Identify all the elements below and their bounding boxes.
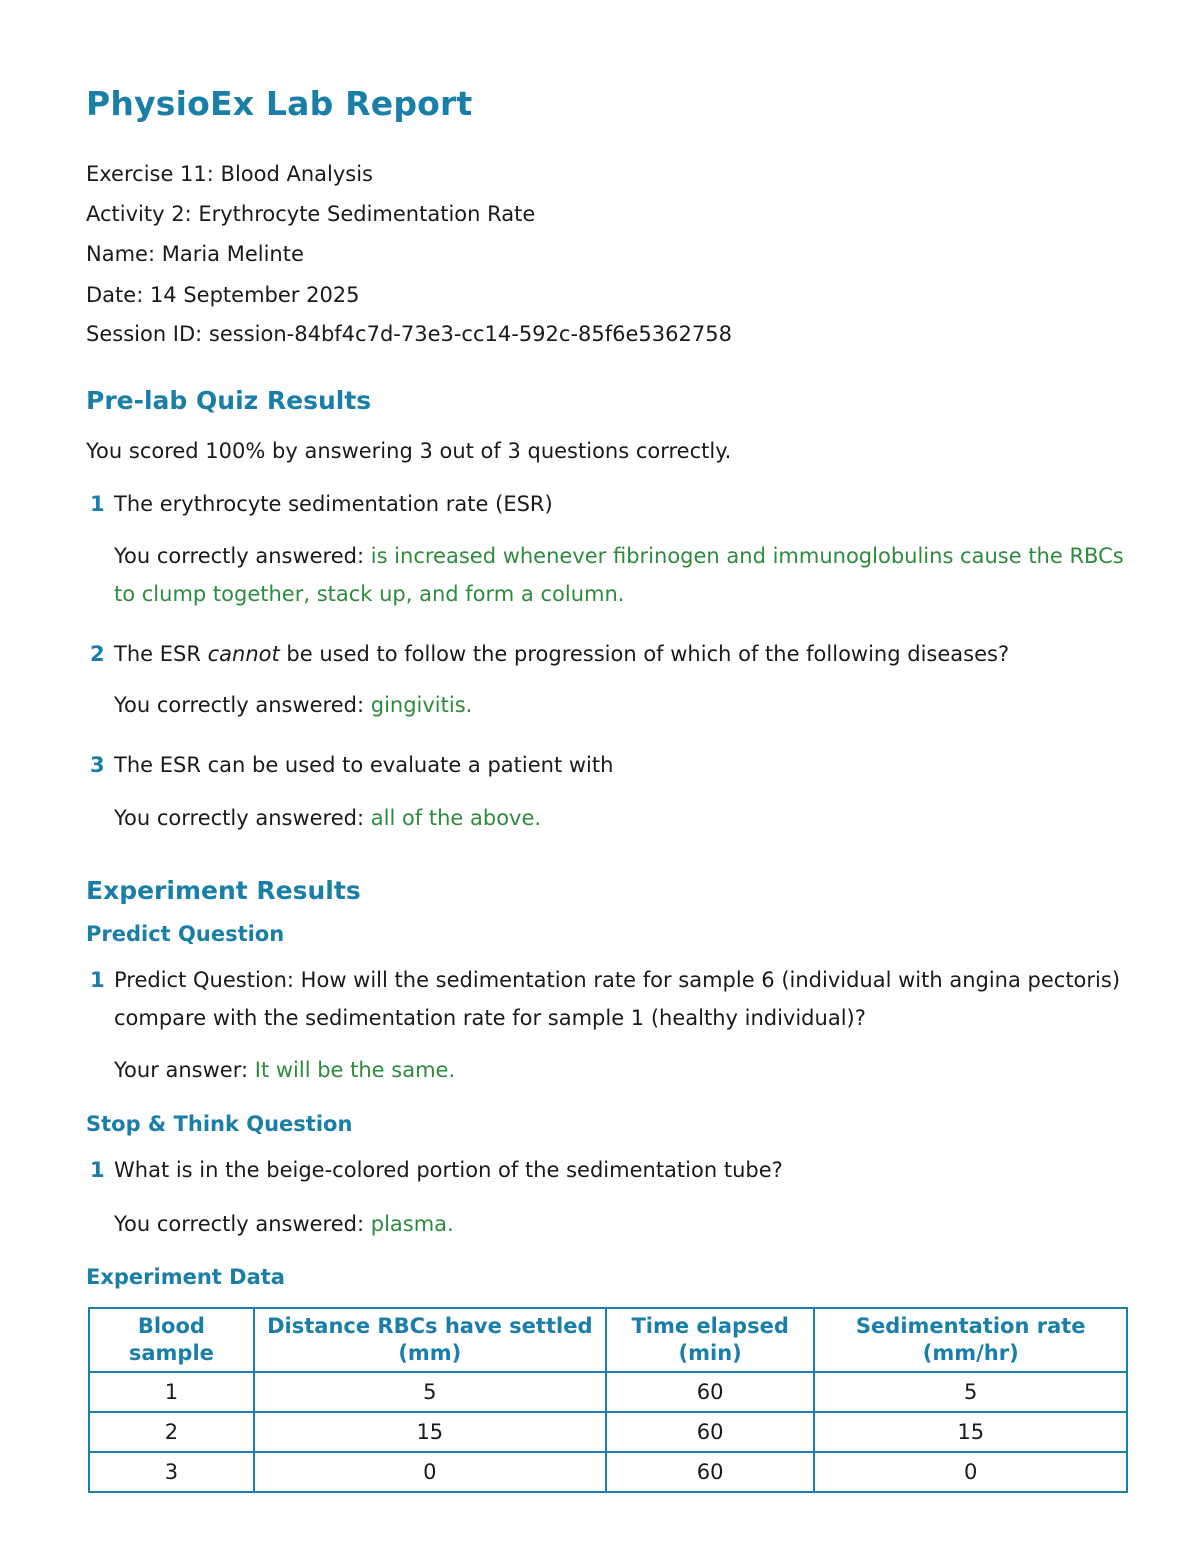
answer-text: plasma. bbox=[370, 1212, 454, 1236]
exercise-line: Exercise 11: Blood Analysis bbox=[86, 162, 373, 186]
table-cell: 0 bbox=[814, 1452, 1127, 1492]
prelab-summary: You scored 100% by answering 3 out of 3 questions correctly. bbox=[86, 439, 732, 463]
prelab-heading: Pre-lab Quiz Results bbox=[86, 386, 372, 415]
experiment-data-table bbox=[88, 1307, 1128, 1493]
question-text: The erythrocyte sedimentation rate (ESR) bbox=[114, 492, 553, 516]
table-cell: 60 bbox=[606, 1372, 815, 1412]
question-text-emphasis: cannot bbox=[207, 642, 280, 666]
answer-text: It will be the same. bbox=[254, 1058, 456, 1082]
answer-text: is increased whenever fibrinogen and immunoglobulins cause the RBCs to clump together, stack up, and form a column. bbox=[114, 544, 1124, 606]
predict-heading: Predict Question bbox=[86, 922, 285, 946]
table-header-row bbox=[89, 1308, 1127, 1372]
question-number: 2 bbox=[90, 642, 105, 666]
column-header-blood-sample: Blood sample bbox=[89, 1308, 254, 1372]
table-cell: 5 bbox=[254, 1372, 606, 1412]
question-text: The ESR can be used to evaluate a patient with bbox=[114, 753, 614, 777]
activity-line: Activity 2: Erythrocyte Sedimentation Rate bbox=[86, 202, 536, 226]
question-text: Predict Question: How will the sedimentation rate for sample 6 (individual with angina pectoris) compare with the sedimentation rate for sample 1 (healthy individual)? bbox=[114, 968, 1121, 1030]
table-row bbox=[89, 1372, 1127, 1412]
stop-think-heading: Stop & Think Question bbox=[86, 1112, 353, 1136]
prelab-answer-1 bbox=[114, 537, 1124, 613]
question-number: 1 bbox=[90, 1158, 105, 1182]
prelab-question-1 bbox=[86, 485, 1131, 523]
table-row bbox=[89, 1412, 1127, 1452]
predict-question-1 bbox=[86, 961, 1131, 1037]
column-header-rate: Sedimentation rate (mm/hr) bbox=[814, 1308, 1127, 1372]
predict-answer bbox=[114, 1051, 1124, 1089]
report-date: Date: 14 September 2025 bbox=[86, 283, 360, 307]
table-cell: 5 bbox=[814, 1372, 1127, 1412]
prelab-answer-3 bbox=[114, 799, 1124, 837]
answer-text: all of the above. bbox=[370, 806, 542, 830]
table-cell: 60 bbox=[606, 1452, 815, 1492]
student-name: Name: Maria Melinte bbox=[86, 242, 304, 266]
table-cell: 0 bbox=[254, 1452, 606, 1492]
question-text-start: The ESR bbox=[114, 642, 208, 666]
table-cell: 1 bbox=[89, 1372, 254, 1412]
prelab-question-2 bbox=[86, 635, 1131, 673]
table-cell: 2 bbox=[89, 1412, 254, 1452]
stop-think-question-1 bbox=[86, 1151, 1131, 1189]
answer-prefix: Your answer: bbox=[114, 1058, 255, 1082]
table-cell: 60 bbox=[606, 1412, 815, 1452]
table-cell: 3 bbox=[89, 1452, 254, 1492]
question-text-end: be used to follow the progression of which of the following diseases? bbox=[279, 642, 1010, 666]
column-header-time: Time elapsed (min) bbox=[606, 1308, 815, 1372]
question-number: 1 bbox=[90, 968, 105, 992]
answer-text: gingivitis. bbox=[370, 693, 473, 717]
experiment-data-heading: Experiment Data bbox=[86, 1265, 285, 1289]
question-text: What is in the beige-colored portion of the sedimentation tube? bbox=[114, 1158, 783, 1182]
session-id: Session ID: session-84bf4c7d-73e3-cc14-592c-85f6e5362758 bbox=[86, 322, 732, 346]
column-header-distance: Distance RBCs have settled (mm) bbox=[254, 1308, 606, 1372]
answer-prefix: You correctly answered: bbox=[114, 544, 371, 568]
stop-think-answer bbox=[114, 1205, 1124, 1243]
table-row bbox=[89, 1452, 1127, 1492]
table-cell: 15 bbox=[814, 1412, 1127, 1452]
prelab-answer-2 bbox=[114, 686, 1124, 724]
answer-prefix: You correctly answered: bbox=[114, 806, 371, 830]
experiment-heading: Experiment Results bbox=[86, 876, 361, 905]
prelab-question-3 bbox=[86, 746, 1131, 784]
table-cell: 15 bbox=[254, 1412, 606, 1452]
answer-prefix: You correctly answered: bbox=[114, 1212, 371, 1236]
question-number: 1 bbox=[90, 492, 105, 516]
answer-prefix: You correctly answered: bbox=[114, 693, 371, 717]
question-number: 3 bbox=[90, 753, 105, 777]
report-title: PhysioEx Lab Report bbox=[86, 84, 473, 123]
